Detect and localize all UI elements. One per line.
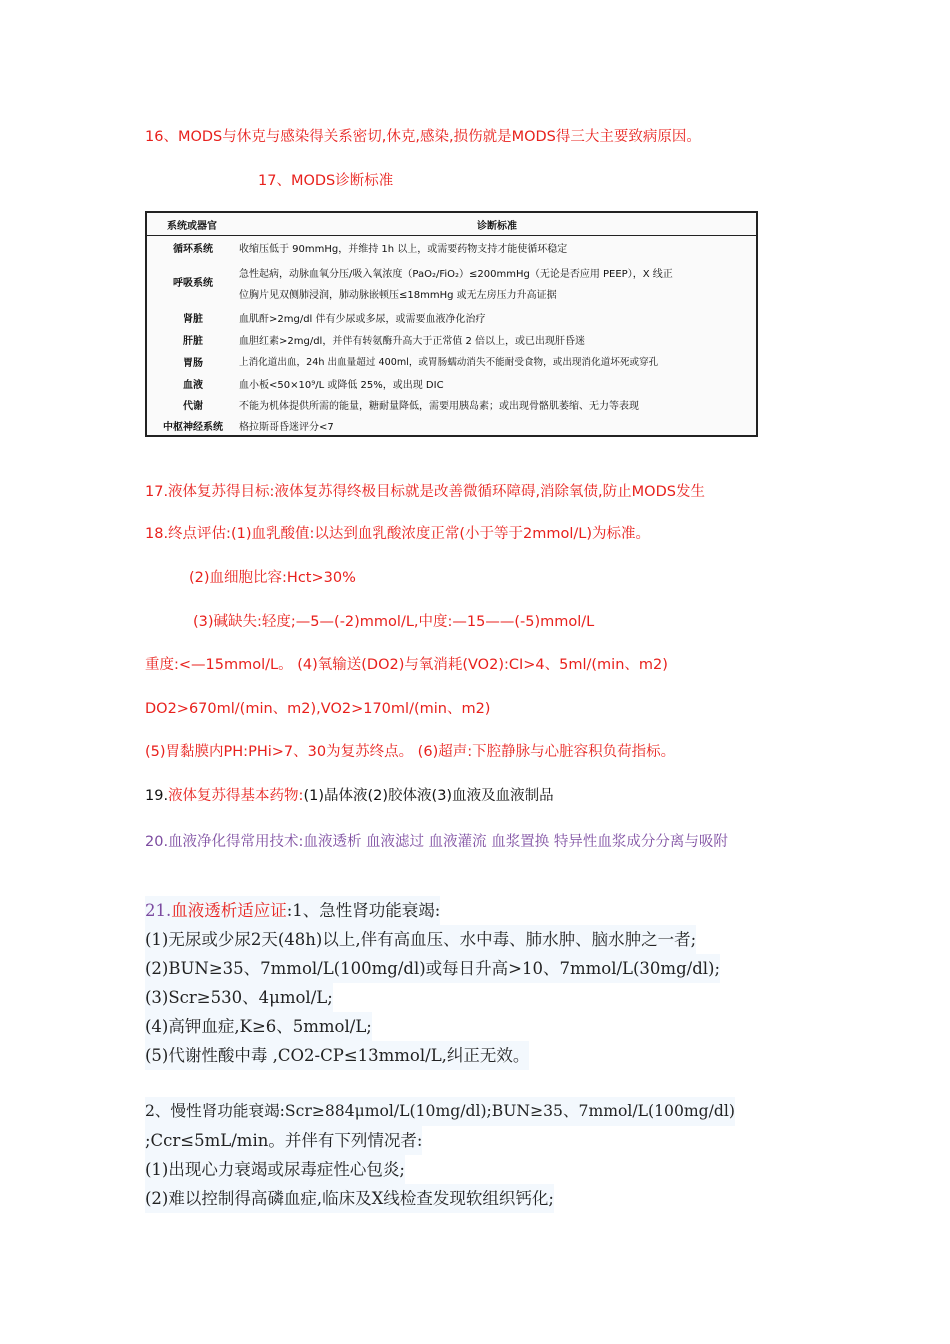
row-criteria: 血小板<50×10⁹/L 或降低 25%，或出现 DIC xyxy=(239,380,444,391)
p20-label: 血液净化得常用技术: xyxy=(168,834,304,850)
header-criteria: 诊断标准 xyxy=(477,221,517,232)
paragraph-21b-line2: ;Ccr≤5mL/min。并伴有下列情况者: xyxy=(145,1126,422,1155)
paragraph-18-line6: (5)胃黏膜内PH:PHi>7、30为复苏终点。 (6)超声:下腔静脉与心脏容积负荷指标。 xyxy=(145,744,676,760)
row-system: 血液 xyxy=(183,380,203,391)
row-system: 胃肠 xyxy=(183,358,203,369)
paragraph-21b-line1: 2、慢性肾功能衰竭:Scr≥884μmol/L(10mg/dl);BUN≥35、7mmol/L(100mg/dl) xyxy=(145,1097,735,1126)
paragraph-21-line4: (4)高钾血症,K≥6、5mmol/L; xyxy=(145,1012,372,1041)
paragraph-21-line3: (3)Scr≥530、4μmol/L; xyxy=(145,983,333,1012)
row-criteria: 急性起病，动脉血氧分压/吸入氧浓度（PaO₂/FiO₂）≤200mmHg（无论是否应用 PEEP），X 线正 xyxy=(239,269,673,280)
mods-criteria-table xyxy=(145,211,758,437)
row-system: 呼吸系统 xyxy=(173,278,213,289)
p20-number: 20. xyxy=(145,834,169,850)
row-criteria: 不能为机体提供所需的能量，糖耐量降低，需要用胰岛素；或出现骨骼肌萎缩、无力等表现 xyxy=(239,401,639,412)
paragraph-18-line4: 重度:<—15mmol/L。 (4)氧输送(DO2)与氧消耗(VO2):CI>4、5ml/(min、m2) xyxy=(145,657,668,673)
table-row xyxy=(147,286,756,306)
paragraph-20 xyxy=(145,829,810,855)
p21-label: 血液透析适应证 xyxy=(171,901,287,920)
p19-label: 液体复苏得基本药物: xyxy=(168,788,304,804)
row-system: 循环系统 xyxy=(173,244,213,255)
p21-heading-rest: :1、急性肾功能衰竭: xyxy=(286,901,441,920)
table-row xyxy=(147,240,756,260)
paragraph-19 xyxy=(145,786,554,806)
row-system: 肝脏 xyxy=(183,336,203,347)
paragraph-18-line5: DO2>670ml/(min、m2),VO2>170ml/(min、m2) xyxy=(145,701,491,717)
p19-number: 19. xyxy=(145,788,169,804)
paragraph-18-line2: (2)血细胞比容:Hct>30% xyxy=(189,570,356,586)
table-row xyxy=(147,397,756,417)
table-row xyxy=(147,354,756,374)
table-row xyxy=(147,332,756,352)
row-criteria: 格拉斯哥昏迷评分<7 xyxy=(239,422,334,433)
row-criteria: 收缩压低于 90mmHg，并维持 1h 以上，或需要药物支持才能使循环稳定 xyxy=(239,244,568,255)
row-system: 中枢神经系统 xyxy=(163,422,223,433)
paragraph-21-line1: (1)无尿或少尿2天(48h)以上,伴有高血压、水中毒、肺水肿、脑水肿之一者; xyxy=(145,925,696,954)
paragraph-16: 16、MODS与休克与感染得关系密切,休克,感染,损伤就是MODS得三大主要致病原因。 xyxy=(145,129,701,145)
header-system: 系统或器官 xyxy=(167,221,217,232)
row-criteria: 位胸片见双侧肺浸润，肺动脉嵌顿压≤18mmHg 或无左房压力升高证据 xyxy=(239,290,557,301)
p20-items: 血液透析 血液滤过 血液灌流 血浆置换 特异性血浆成分分离与吸附 xyxy=(303,834,728,850)
paragraph-21b-line3: (1)出现心力衰竭或尿毒症性心包炎; xyxy=(145,1155,405,1184)
paragraph-18-line3: (3)碱缺失:轻度;—5—(-2)mmol/L,中度:—15——(-5)mmol/L xyxy=(193,614,595,630)
row-criteria: 血肌酐>2mg/dl 伴有少尿或多尿，或需要血液净化治疗 xyxy=(239,314,486,325)
table-row xyxy=(147,265,756,289)
row-system: 肾脏 xyxy=(183,314,203,325)
row-criteria: 血胆红素>2mg/dl，并伴有转氨酶升高大于正常值 2 倍以上，或已出现肝昏迷 xyxy=(239,336,586,347)
table-header xyxy=(147,213,756,236)
paragraph-18-line1: 18.终点评估:(1)血乳酸值:以达到血乳酸浓度正常(小于等于2mmol/L)为标准。 xyxy=(145,526,651,542)
row-criteria: 上消化道出血，24h 出血量超过 400ml，或胃肠蠕动消失不能耐受食物，或出现消化道坏死或穿孔 xyxy=(239,357,659,368)
table-row xyxy=(147,418,756,438)
paragraph-21-title xyxy=(145,896,440,925)
paragraph-21-line2: (2)BUN≥35、7mmol/L(100mg/dl)或每日升高>10、7mmol/L(30mg/dl); xyxy=(145,954,720,983)
paragraph-21b-line4: (2)难以控制得高磷血症,临床及X线检查发现软组织钙化; xyxy=(145,1184,554,1213)
section-title-17: 17、MODS诊断标准 xyxy=(258,173,394,189)
table-row xyxy=(147,376,756,396)
row-system: 代谢 xyxy=(183,401,203,412)
paragraph-17b: 17.液体复苏得目标:液体复苏得终极目标就是改善微循环障碍,消除氧债,防止MODS发生 xyxy=(145,484,705,500)
p21-number: 21. xyxy=(145,901,172,920)
table-row xyxy=(147,310,756,330)
p19-content: (1)晶体液(2)胶体液(3)血液及血液制品 xyxy=(303,788,554,804)
paragraph-21-line5: (5)代谢性酸中毒 ,CO2-CP≤13mmol/L,纠正无效。 xyxy=(145,1041,529,1070)
